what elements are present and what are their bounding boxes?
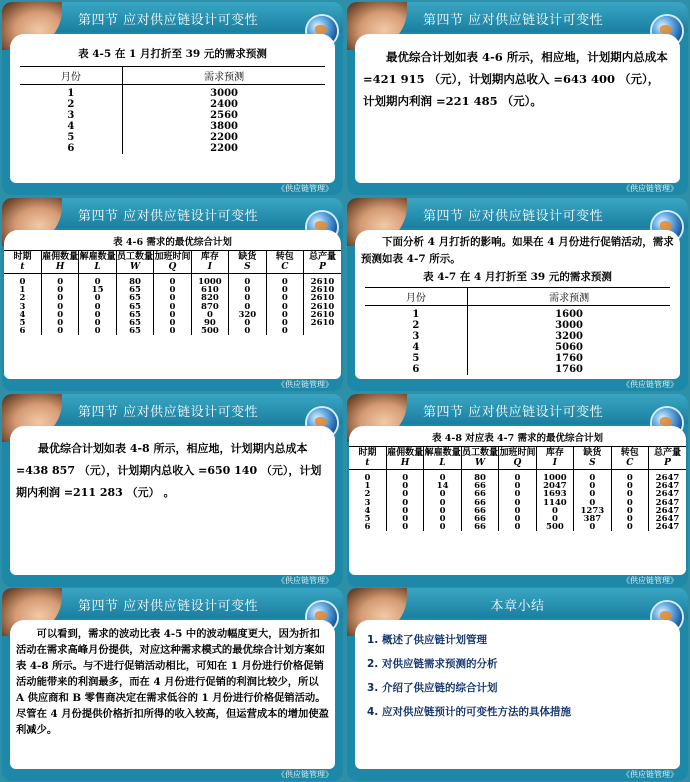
slide-title: 本章小结 (490, 599, 545, 614)
table-cell: 2200 (210, 143, 238, 154)
table-cell: 66 (461, 515, 498, 523)
slide-title: 第四节 应对供应链设计可变性 (423, 209, 604, 224)
slide-2[interactable] (347, 2, 688, 195)
table-cell (304, 327, 342, 335)
table-cell: 0 (229, 274, 266, 287)
table-cell: 3 (365, 331, 468, 342)
slide-8[interactable] (347, 588, 688, 781)
summary-list (355, 620, 680, 724)
table-cell: 3000 (210, 88, 238, 99)
table-cell: 2647 (655, 473, 680, 483)
table-cell: 0 (386, 515, 423, 523)
slide-1[interactable] (2, 2, 343, 195)
table-cell: 2610 (310, 285, 335, 296)
table-cell: 0 (499, 499, 536, 507)
table-row (4, 327, 341, 335)
table-cell: 66 (461, 523, 498, 531)
list-item: 3. 介绍了供应链的综合计划 (367, 682, 498, 694)
table-cell: 0 (79, 311, 116, 319)
table-cell: 2 (20, 99, 123, 110)
table-cell: 0 (499, 470, 536, 483)
table-cell: 0 (424, 490, 461, 498)
table-cell: 0 (424, 507, 461, 515)
list-item: 1. 概述了供应链计划管理 (367, 634, 487, 646)
col-overtime: 加班时间 Q (499, 448, 536, 468)
body-text: 最优综合计划如表 4-6 所示，相应地，计划期内总成本 =421 915 （元），计划期内总收入 =643 400 （元），计划期内利润 =221 485 （元）。 (363, 50, 668, 108)
col-stockout: 缺货 S (229, 251, 266, 274)
table-cell: 2647 (655, 522, 680, 533)
slide-6[interactable] (347, 394, 688, 587)
col-laid-off: 解雇数量 L (79, 252, 116, 272)
table-cell: 2647 (655, 505, 680, 516)
table-cell: 2647 (655, 481, 680, 492)
table-cell: 1760 (555, 364, 583, 375)
slide-content (355, 34, 680, 183)
table-cell: 320 (229, 311, 266, 319)
table-cell: 3 (4, 303, 41, 311)
table-cell: 0 (611, 523, 648, 531)
table-cell: 5 (20, 132, 123, 143)
table-cell: 2610 (310, 293, 335, 304)
slide-title: 第四节 应对供应链设计可变性 (78, 405, 259, 420)
table-cell: 0 (266, 327, 303, 335)
table-cell: 66 (461, 482, 498, 490)
table-cell: 0 (386, 523, 423, 531)
table-cell: 1 (4, 286, 41, 294)
col-month: 月份 (365, 288, 468, 306)
slide-3[interactable] (2, 198, 343, 391)
slide-content (355, 230, 680, 379)
col-subcontract: 转包 C (611, 447, 648, 470)
table-cell: 610 (191, 286, 228, 294)
col-workforce: 员工数量 W (117, 252, 154, 272)
table-cell: 387 (574, 515, 611, 523)
table-cell: 500 (536, 523, 573, 531)
table-cell: 65 (116, 327, 153, 335)
slide-4[interactable] (347, 198, 688, 391)
table-cell: 0 (536, 515, 573, 523)
table-cell: 6 (4, 327, 41, 335)
table-cell: 2047 (536, 482, 573, 490)
col-hired: 雇佣数量 H (387, 448, 424, 468)
table-cell: 1273 (574, 507, 611, 515)
table-cell: 6 (365, 364, 468, 375)
table-cell: 1000 (536, 470, 573, 483)
table-cell: 0 (79, 274, 116, 287)
table-cell: 5 (365, 353, 468, 364)
table-cell: 0 (41, 274, 78, 287)
slide-title: 第四节 应对供应链设计可变性 (78, 209, 259, 224)
col-stockout: 缺货 S (574, 447, 611, 470)
table-cell: 1 (20, 85, 123, 100)
table-cell: 65 (116, 319, 153, 327)
table-cell: 0 (266, 311, 303, 319)
col-month: 月份 (20, 67, 123, 85)
table-cell: 500 (191, 327, 228, 335)
plan-rows (349, 470, 686, 532)
table-cell: 0 (79, 303, 116, 311)
col-production: 总产量 P (304, 251, 342, 274)
table-caption: 表 4-8 对应表 4-7 需求的最优综合计划 (431, 433, 604, 444)
table-cell: 65 (116, 311, 153, 319)
table-cell: 0 (574, 490, 611, 498)
table-cell: 0 (79, 327, 116, 335)
table-cell: 0 (229, 286, 266, 294)
body-text: 下面分析 4 月打折的影响。如果在 4 月份进行促销活动，需求预测如表 4-7 所示。 (361, 236, 674, 265)
table-cell: 2 (4, 294, 41, 302)
slide-content (10, 620, 335, 769)
table-cell: 0 (154, 286, 191, 294)
table-cell: 6 (349, 523, 386, 531)
table-cell: 65 (116, 294, 153, 302)
table-cell: 0 (349, 470, 386, 483)
table-cell: 65 (116, 286, 153, 294)
col-laid-off: 解雇数量 L (424, 448, 461, 468)
table-cell: 0 (386, 507, 423, 515)
table-cell: 0 (154, 274, 191, 287)
slide-content (349, 426, 686, 575)
table-cell: 0 (574, 499, 611, 507)
slide-footer: 《供应链管理》 (277, 770, 333, 779)
table-cell: 0 (41, 286, 78, 294)
table-cell: 0 (266, 294, 303, 302)
table-cell: 14 (424, 482, 461, 490)
table-cell: 0 (386, 482, 423, 490)
table-cell: 0 (386, 470, 423, 483)
table-cell: 0 (266, 319, 303, 327)
slide-footer: 《供应链管理》 (622, 380, 678, 389)
slide-title: 第四节 应对供应链设计可变性 (423, 13, 604, 28)
table-cell: 0 (266, 303, 303, 311)
plan-table-4-8 (349, 446, 686, 531)
table-cell: 0 (574, 523, 611, 531)
col-period: 时期 t (4, 251, 41, 274)
table-cell: 0 (229, 319, 266, 327)
table-cell: 5 (349, 515, 386, 523)
table-cell: 0 (154, 303, 191, 311)
table-cell: 3000 (555, 320, 583, 331)
table-row (349, 523, 686, 531)
table-cell: 0 (424, 499, 461, 507)
plan-table-4-6 (4, 250, 341, 335)
table-cell: 2610 (310, 309, 335, 320)
col-overtime: 加班时间 Q (154, 252, 191, 272)
slide-footer: 《供应链管理》 (622, 770, 678, 779)
slide-content (4, 230, 341, 379)
table-caption: 表 4-7 在 4 月打折至 39 元的需求预测 (423, 271, 612, 283)
table-cell: 15 (79, 286, 116, 294)
table-cell: 0 (41, 294, 78, 302)
table-cell: 0 (499, 515, 536, 523)
table-cell: 0 (229, 327, 266, 335)
table-cell: 2610 (310, 301, 335, 312)
slide-footer: 《供应链管理》 (277, 380, 333, 389)
table-cell: 5 (4, 319, 41, 327)
table-cell: 0 (154, 327, 191, 335)
table-cell: 1693 (536, 490, 573, 498)
table-cell: 0 (229, 294, 266, 302)
table-cell: 0 (611, 515, 648, 523)
slide-content (10, 426, 335, 575)
table-cell: 0 (79, 319, 116, 327)
table-cell: 0 (424, 515, 461, 523)
table-cell: 1 (365, 306, 468, 321)
table-cell: 2 (365, 320, 468, 331)
col-hired: 雇佣数量 H (42, 252, 79, 272)
table-caption: 表 4-5 在 1 月打折至 39 元的需求预测 (78, 48, 267, 60)
table-cell: 2647 (655, 497, 680, 508)
table-cell: 0 (266, 286, 303, 294)
slide-title: 第四节 应对供应链设计可变性 (78, 13, 259, 28)
table-cell: 2647 (655, 514, 680, 525)
slide-title: 第四节 应对供应链设计可变性 (78, 599, 259, 614)
body-text: 可以看到，需求的波动比表 4-5 中的波动幅度更大，因为折扣活动在需求高峰月份提供，对应这种需求模式的最优综合计划方案如表 4-8 所示。与不进行促销活动相比，可知在 1 月份进行价格促销活动能带来的利润最多，而在 4 月份进行促销的利润比较少，所以 A 供应商和 B 零售商决定在需求低谷的 1 月份进行价格促销活动。尽管在 4 月份提供价格折扣所得的收入较高，但运营成本的增加使盈利减少。 (16, 628, 329, 736)
slide-footer: 《供应链管理》 (622, 576, 678, 585)
table-cell: 66 (461, 507, 498, 515)
table-cell: 0 (41, 319, 78, 327)
table-cell: 5060 (555, 342, 583, 353)
slide-title: 第四节 应对供应链设计可变性 (423, 405, 604, 420)
table-cell: 2200 (210, 132, 238, 143)
table-cell: 1 (349, 482, 386, 490)
slide-5[interactable] (2, 394, 343, 587)
table-cell: 0 (499, 490, 536, 498)
table-cell: 0 (611, 470, 648, 483)
table-cell: 0 (79, 294, 116, 302)
table-cell: 1760 (555, 353, 583, 364)
table-cell: 80 (116, 274, 153, 287)
table-cell: 1140 (536, 499, 573, 507)
table-cell: 3 (349, 499, 386, 507)
slide-content (10, 34, 335, 183)
table-cell: 0 (41, 327, 78, 335)
table-cell: 4 (349, 507, 386, 515)
table-cell: 4 (4, 311, 41, 319)
table-cell: 2610 (310, 318, 335, 329)
table-cell: 0 (229, 303, 266, 311)
table-cell: 66 (461, 499, 498, 507)
table-cell: 2610 (310, 277, 335, 287)
table-cell: 0 (424, 523, 461, 531)
table-cell: 0 (154, 294, 191, 302)
table-cell: 0 (4, 274, 41, 287)
table-cell: 0 (611, 507, 648, 515)
table-cell: 2 (349, 490, 386, 498)
slide-footer: 《供应链管理》 (277, 576, 333, 585)
table-cell: 0 (611, 490, 648, 498)
plan-rows (4, 274, 341, 336)
slide-footer: 《供应链管理》 (622, 184, 678, 193)
table-cell: 2400 (210, 99, 238, 110)
table-cell: 0 (611, 482, 648, 490)
table-cell: 0 (41, 303, 78, 311)
col-subcontract: 转包 C (266, 251, 303, 274)
table-cell: 90 (191, 319, 228, 327)
col-forecast: 需求预测 (122, 67, 325, 85)
table-cell: 820 (191, 294, 228, 302)
table-cell: 65 (116, 303, 153, 311)
body-text: 最优综合计划如表 4-8 所示，相应地，计划期内总成本 =438 857 （元），计划期内总收入 =650 140 （元），计划期内利润 =211 283 （元） 。 (16, 442, 322, 499)
slide-footer: 《供应链管理》 (277, 184, 333, 193)
table-cell: 0 (499, 523, 536, 531)
table-cell: 6 (20, 143, 123, 154)
table-cell: 0 (154, 311, 191, 319)
table-cell: 0 (41, 311, 78, 319)
table-cell: 4 (20, 121, 123, 132)
table-cell: 2560 (210, 110, 238, 121)
list-item: 4. 应对供应链预计的可变性方法的具体措施 (367, 706, 571, 718)
table-cell: 870 (191, 303, 228, 311)
col-inventory: 库存 I (536, 447, 573, 470)
forecast-table-4-5 (20, 66, 326, 154)
slide-7[interactable] (2, 588, 343, 781)
slide-content (355, 620, 680, 769)
col-period: 时期 t (349, 447, 386, 470)
table-cell: 0 (574, 482, 611, 490)
table-cell: 2647 (655, 489, 680, 500)
table-cell: 0 (499, 482, 536, 490)
forecast-table-4-7 (365, 287, 671, 375)
col-inventory: 库存 I (191, 251, 228, 274)
table-cell: 0 (191, 311, 228, 319)
table-cell: 66 (461, 490, 498, 498)
table-cell: 0 (266, 274, 303, 287)
table-cell: 3200 (555, 331, 583, 342)
table-cell: 4 (365, 342, 468, 353)
table-cell: 0 (611, 499, 648, 507)
table-cell: 0 (574, 470, 611, 483)
table-cell: 3800 (210, 121, 238, 132)
table-cell: 1000 (191, 274, 228, 287)
list-item: 2. 对供应链需求预测的分析 (367, 658, 498, 670)
table-cell: 1600 (555, 309, 583, 320)
table-caption: 表 4-6 需求的最优综合计划 (113, 237, 232, 248)
table-cell: 0 (154, 319, 191, 327)
col-forecast: 需求预测 (467, 288, 670, 306)
table-cell: 0 (536, 507, 573, 515)
col-workforce: 员工数量 W (462, 448, 499, 468)
table-cell: 0 (499, 507, 536, 515)
table-cell: 0 (386, 490, 423, 498)
col-production: 总产量 P (649, 447, 687, 470)
table-cell: 0 (386, 499, 423, 507)
table-cell: 3 (20, 110, 123, 121)
table-cell: 80 (461, 470, 498, 483)
table-cell: 0 (424, 470, 461, 483)
